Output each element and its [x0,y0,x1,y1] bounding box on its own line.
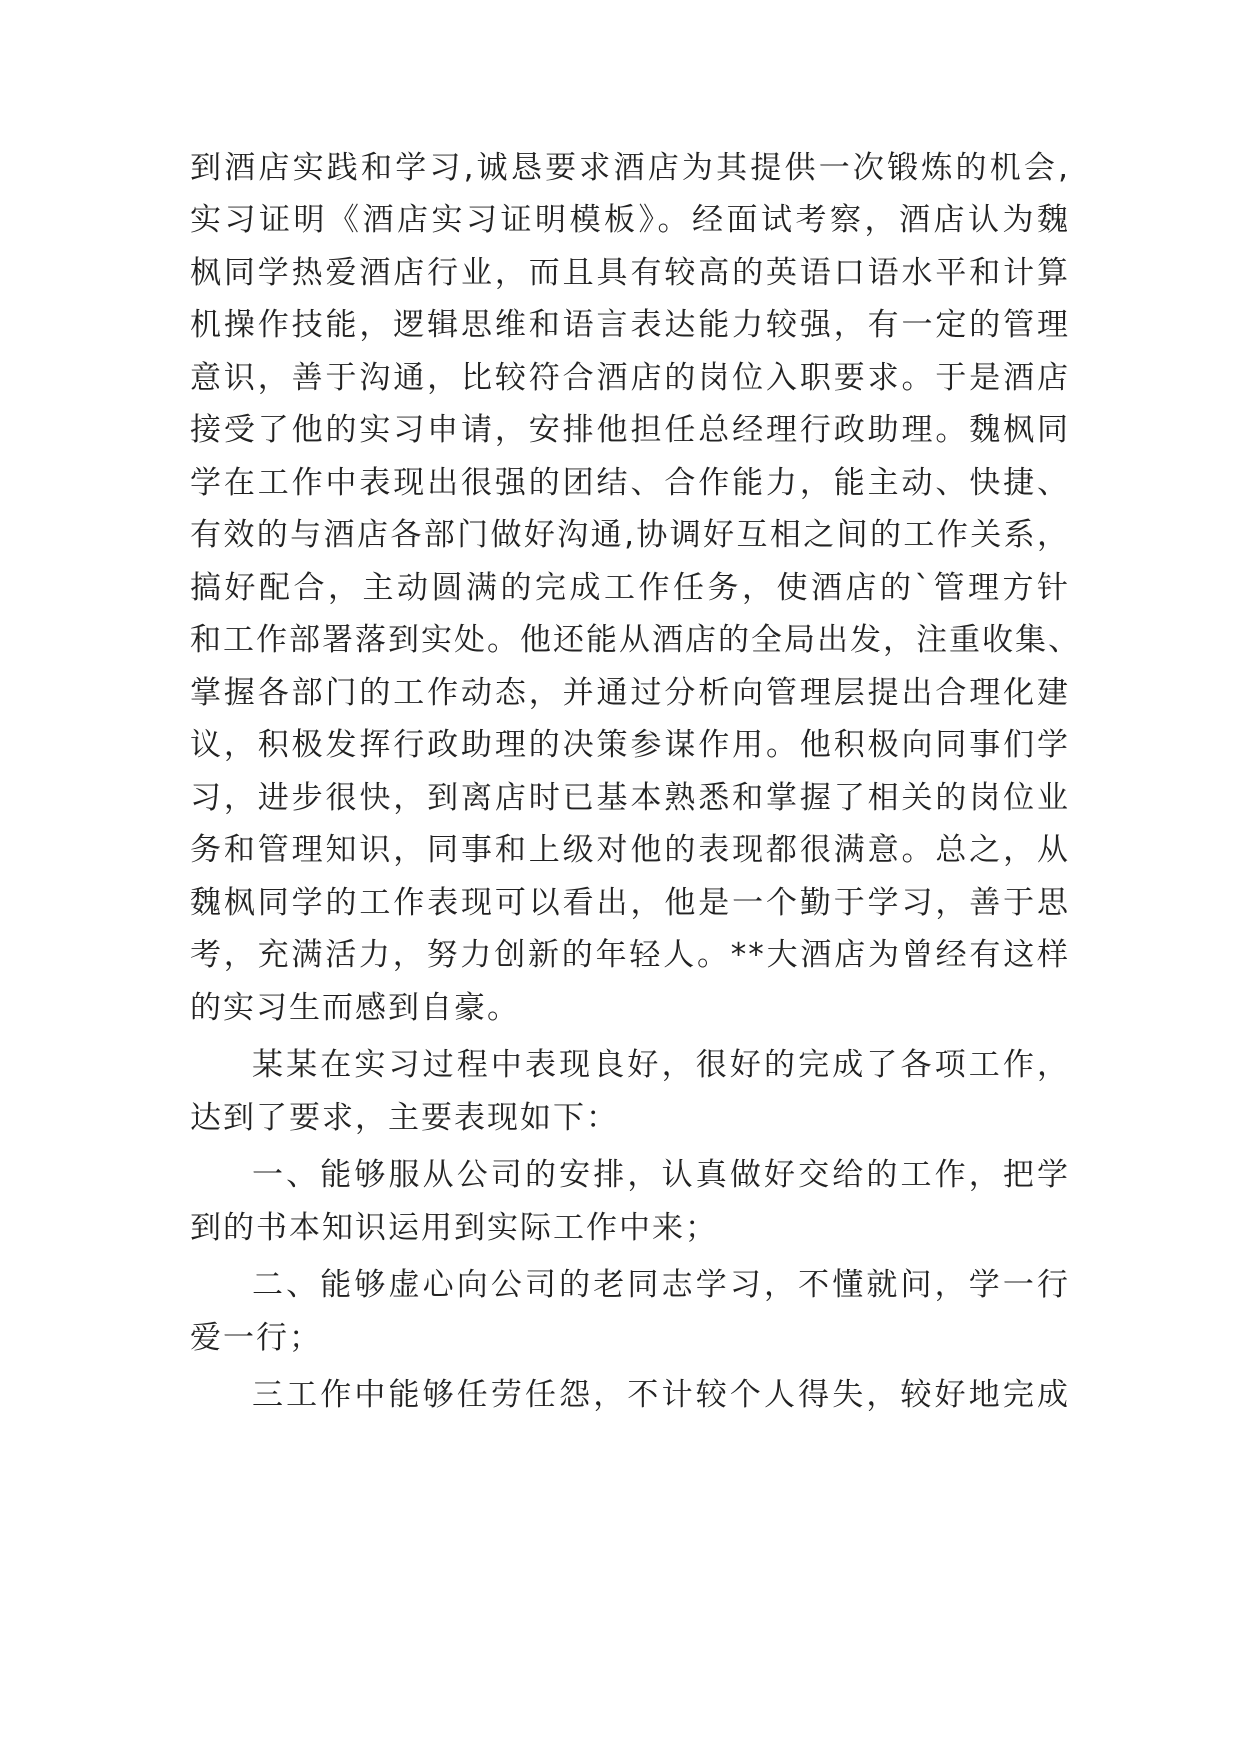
paragraph-line: 有效的与酒店各部门做好沟通,协调好互相之间的工作关系， [190,517,1070,553]
paragraph-line: 魏枫同学的工作表现可以看出，他是一个勤于学习，善于思 [190,885,1070,921]
paragraph-line: 的实习生而感到自豪。 [190,990,520,1026]
paragraph-line: 枫同学热爱酒店行业，而且具有较高的英语口语水平和计算 [190,255,1070,291]
paragraph-line: 和工作部署落到实处。他还能从酒店的全局出发，注重收集、 [190,622,1081,658]
paragraph-line: 达到了要求，主要表现如下： [190,1100,619,1136]
paragraph-line: 掌握各部门的工作动态，并通过分析向管理层提出合理化建 [190,675,1070,711]
paragraph-line: 到酒店实践和学习,诚恳要求酒店为其提供一次锻炼的机会, [190,150,1070,186]
paragraph-line: 接受了他的实习申请，安排他担任总经理行政助理。魏枫同 [190,412,1070,448]
paragraph-line: 某某在实习过程中表现良好，很好的完成了各项工作， [252,1047,1070,1083]
paragraph-line: 搞好配合，主动圆满的完成工作任务，使酒店的`管理方针 [190,570,1070,606]
paragraph-line: 务和管理知识，同事和上级对他的表现都很满意。总之，从 [190,832,1070,868]
paragraph-line: 习，进步很快，到离店时已基本熟悉和掌握了相关的岗位业 [190,780,1070,816]
paragraph-line: 机操作技能，逻辑思维和语言表达能力较强，有一定的管理 [190,307,1070,343]
list-item-line: 二、能够虚心向公司的老同志学习，不懂就问，学一行 [252,1267,1070,1303]
list-item-line: 三工作中能够任劳任怨，不计较个人得失，较好地完成 [252,1377,1070,1413]
paragraph-line: 意识，善于沟通，比较符合酒店的岗位入职要求。于是酒店 [190,360,1070,396]
list-item-line: 到的书本知识运用到实际工作中来； [190,1210,718,1246]
list-item-line: 一、能够服从公司的安排，认真做好交给的工作，把学 [252,1157,1070,1193]
paragraph-line: 议，积极发挥行政助理的决策参谋作用。他积极向同事们学 [190,727,1070,763]
paragraph-line: 考，充满活力，努力创新的年轻人。**大酒店为曾经有这样 [190,937,1070,973]
paragraph-line: 实习证明《酒店实习证明模板》。经面试考察，酒店认为魏 [190,202,1070,238]
paragraph-line: 学在工作中表现出很强的团结、合作能力，能主动、快捷、 [190,465,1070,501]
list-item-line: 爱一行； [190,1320,322,1356]
